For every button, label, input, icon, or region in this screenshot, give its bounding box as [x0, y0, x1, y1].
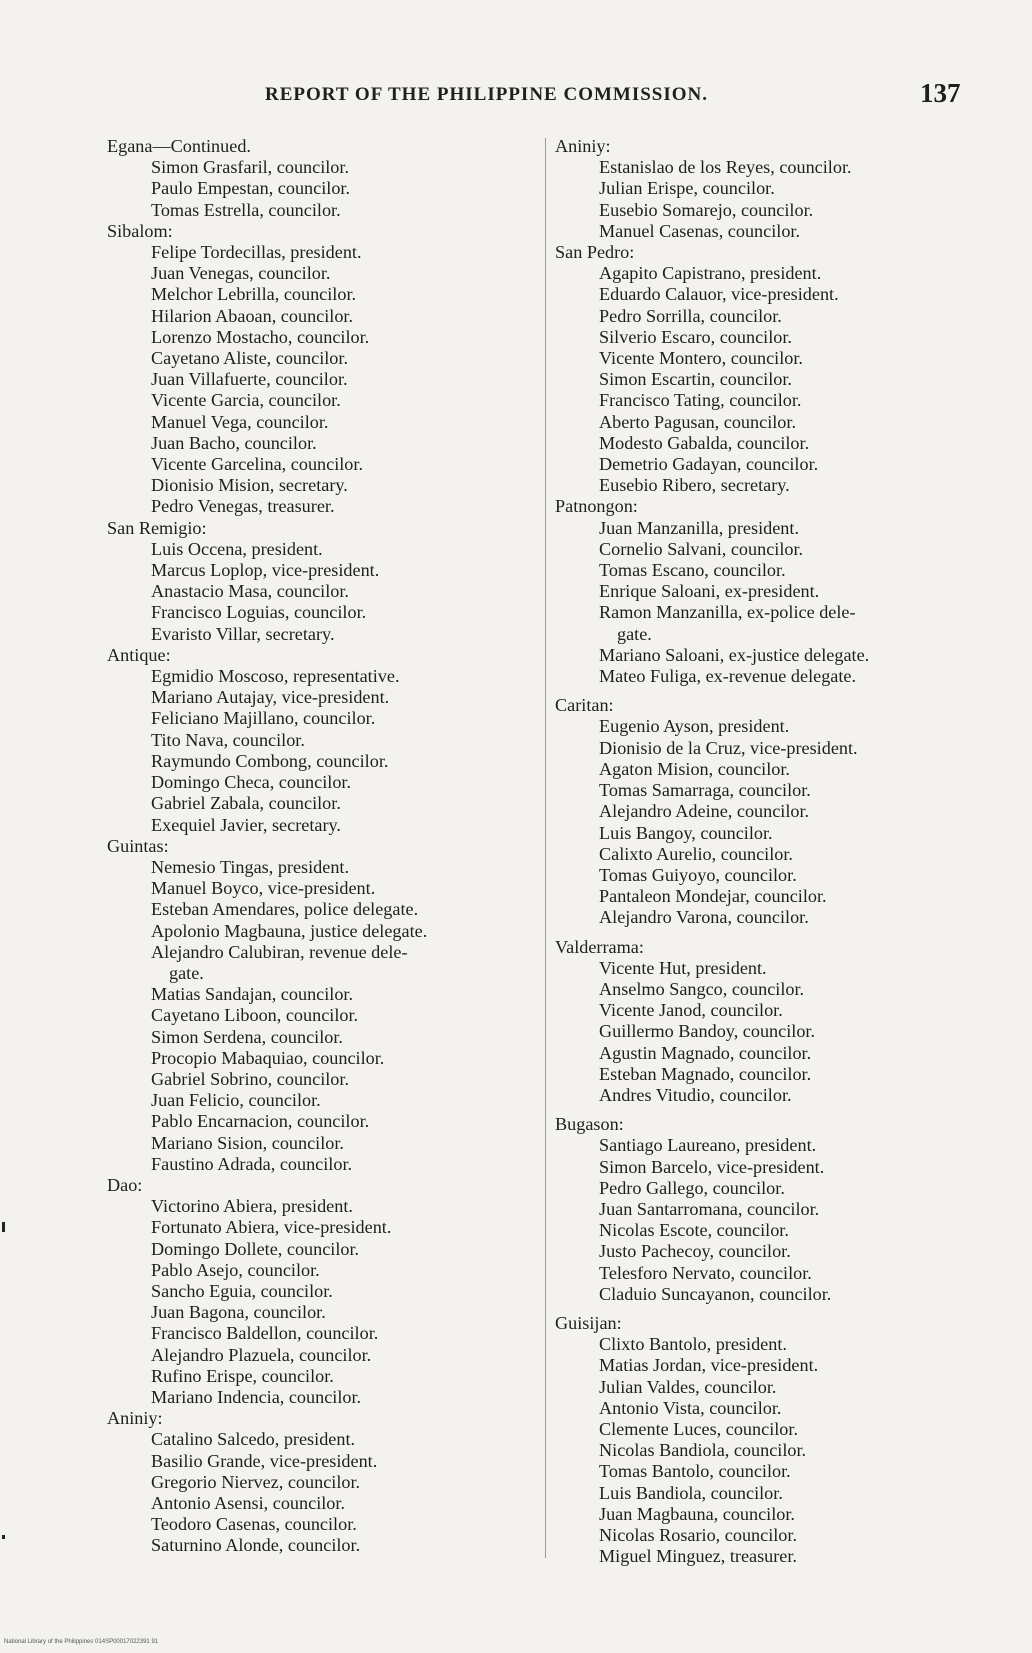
official-entry: Manuel Boyco, vice-president.: [151, 878, 376, 899]
official-entry: Estanislao de los Reyes, councilor.: [599, 157, 852, 178]
official-entry: Andres Vitudio, councilor.: [599, 1084, 792, 1105]
town-heading: Egana—Continued.: [107, 136, 251, 156]
official-entry: Julian Erispe, councilor.: [599, 178, 775, 199]
town-heading: Caritan:: [555, 695, 614, 716]
official-entry: Domingo Checa, councilor.: [151, 772, 352, 793]
official-entry: Faustino Adrada, councilor.: [151, 1153, 353, 1174]
town-group: [555, 242, 985, 496]
town-heading: Valderrama:: [555, 936, 644, 957]
official-entry: Nicolas Rosario, councilor.: [599, 1525, 798, 1545]
official-entry: Procopio Mabaquiao, councilor.: [151, 1047, 385, 1068]
town-heading: Antique:: [107, 644, 171, 665]
official-entry: Felipe Tordecillas, president.: [151, 242, 362, 263]
official-entry: Juan Villafuerte, councilor.: [151, 369, 348, 390]
official-entry: Tomas Samarraga, councilor.: [599, 780, 811, 801]
official-entry: Alejandro Plazuela, councilor.: [151, 1344, 372, 1365]
official-entry: Mateo Fuliga, ex-revenue delegate.: [599, 666, 857, 687]
official-entry: Gabriel Sobrino, councilor.: [151, 1068, 350, 1089]
town-group: [555, 695, 985, 928]
official-entry: Eusebio Somarejo, councilor.: [599, 199, 814, 220]
official-entry: Alejandro Calubiran, revenue dele- gate.: [151, 941, 408, 983]
official-entry: Melchor Lebrilla, councilor.: [151, 284, 357, 305]
official-entry: Agapito Capistrano, president.: [599, 263, 822, 284]
official-entry: Anastacio Masa, councilor.: [151, 581, 349, 602]
town-heading: Guintas:: [107, 835, 169, 856]
town-group: [555, 136, 985, 242]
official-entry: Juan Manzanilla, president.: [599, 517, 800, 538]
official-entry: Domingo Dollete, councilor.: [151, 1238, 360, 1259]
official-entry: Evaristo Villar, secretary.: [151, 623, 335, 644]
town-heading: Sibalom:: [107, 220, 173, 241]
official-entry: Simon Barcelo, vice-president.: [599, 1156, 825, 1177]
official-entry: Matias Jordan, vice-president.: [599, 1355, 819, 1376]
official-entry: Simon Escartin, councilor.: [599, 369, 792, 390]
official-entry: Paulo Empestan, councilor.: [151, 178, 351, 199]
official-entry: Modesto Gabalda, councilor.: [599, 432, 810, 453]
official-entry: Esteban Magnado, councilor.: [599, 1063, 812, 1084]
town-group: [555, 937, 985, 1107]
scan-edge-mark: [2, 1535, 5, 1539]
official-entry: Pedro Sorrilla, councilor.: [599, 305, 782, 326]
official-entry: Justo Pachecoy, councilor.: [599, 1241, 791, 1262]
official-entry: Mariano Autajay, vice-president.: [151, 687, 390, 708]
official-entry: Gregorio Niervez, councilor.: [151, 1471, 361, 1492]
official-entry: Agustin Magnado, councilor.: [599, 1042, 812, 1063]
official-entry: Anselmo Sangco, councilor.: [599, 978, 805, 999]
official-entry: Apolonio Magbauna, justice delegate.: [151, 920, 428, 941]
official-entry: Santiago Laureano, president.: [599, 1135, 817, 1156]
official-entry: Manuel Vega, councilor.: [151, 411, 329, 432]
official-entry: Tomas Bantolo, councilor.: [599, 1461, 791, 1482]
official-entry: Fortunato Abiera, vice-president.: [151, 1217, 392, 1238]
official-entry: Cayetano Aliste, councilor.: [151, 348, 348, 369]
official-entry: Basilio Grande, vice-president.: [151, 1450, 378, 1471]
official-entry: Francisco Baldellon, councilor.: [151, 1323, 379, 1344]
official-entry: Alejandro Varona, councilor.: [599, 907, 809, 928]
official-entry: Tito Nava, councilor.: [151, 729, 305, 750]
official-entry: Juan Santarromana, councilor.: [599, 1198, 820, 1219]
official-entry: Antonio Vista, councilor.: [599, 1397, 782, 1418]
official-entry: Dionisio de la Cruz, vice-president.: [599, 737, 858, 758]
town-group: [107, 136, 537, 221]
official-entry: Aberto Pagusan, councilor.: [599, 411, 796, 432]
official-entry: Sancho Eguia, councilor.: [151, 1280, 333, 1301]
official-entry: Luis Bangoy, councilor.: [599, 822, 773, 843]
official-entry: Manuel Casenas, councilor.: [599, 220, 801, 241]
town-group: [555, 1313, 985, 1567]
official-entry: Pedro Venegas, treasurer.: [151, 496, 335, 517]
official-entry: Tomas Escano, councilor.: [599, 560, 786, 581]
town-heading: San Remigio:: [107, 517, 207, 538]
town-group: [555, 1114, 985, 1305]
official-entry: Pablo Asejo, councilor.: [151, 1259, 320, 1280]
official-entry: Catalino Salcedo, president.: [151, 1429, 356, 1450]
official-entry: Feliciano Majillano, councilor.: [151, 708, 376, 729]
official-entry: Vicente Garcelina, councilor.: [151, 454, 364, 475]
official-entry: Enrique Saloani, ex-president.: [599, 581, 820, 602]
official-entry: Claduio Suncayanon, councilor.: [599, 1283, 832, 1304]
official-entry: Vicente Hut, president.: [599, 957, 767, 978]
town-group: [107, 1408, 537, 1556]
official-entry: Simon Grasfaril, councilor.: [151, 157, 350, 178]
official-entry: Tomas Estrella, councilor.: [151, 199, 341, 220]
official-entry: Tomas Guiyoyo, councilor.: [599, 864, 797, 885]
official-entry: Francisco Loguias, councilor.: [151, 602, 367, 623]
column-divider: [545, 138, 546, 1558]
official-entry: Pantaleon Mondejar, councilor.: [599, 886, 827, 907]
town-group: [107, 836, 537, 1175]
official-entry: Pedro Gallego, councilor.: [599, 1177, 785, 1198]
official-entry: Nemesio Tingas, president.: [151, 856, 350, 877]
official-entry: Dionisio Mision, secretary.: [151, 475, 348, 496]
official-entry: Cornelio Salvani, councilor.: [599, 538, 804, 559]
official-entry: Mariano Sision, councilor.: [151, 1132, 344, 1153]
running-head: REPORT OF THE PHILIPPINE COMMISSION.: [265, 84, 709, 105]
official-entry: Clemente Luces, councilor.: [599, 1418, 798, 1439]
official-entry: Alejandro Adeine, councilor.: [599, 801, 810, 822]
official-entry: Nicolas Escote, councilor.: [599, 1220, 789, 1241]
official-entry: Juan Bagona, councilor.: [151, 1302, 326, 1323]
official-entry: Demetrio Gadayan, councilor.: [599, 454, 819, 475]
town-group: [107, 645, 537, 836]
official-entry: Eugenio Ayson, president.: [599, 716, 790, 737]
scan-footer: National Library of the Philippines 014SP00017022391 91: [4, 1639, 159, 1645]
official-entry: Clixto Bantolo, president.: [599, 1334, 787, 1355]
town-heading: Bugason:: [555, 1114, 624, 1135]
official-entry: Vicente Janod, councilor.: [599, 1000, 783, 1021]
official-entry: Marcus Loplop, vice-president.: [151, 560, 380, 581]
scan-edge-mark: [2, 1222, 5, 1232]
official-entry: Saturnino Alonde, councilor.: [151, 1535, 361, 1556]
official-entry: Victorino Abiera, president.: [151, 1196, 353, 1217]
official-entry: Juan Bacho, councilor.: [151, 432, 317, 453]
official-entry: Vicente Garcia, councilor.: [151, 390, 341, 411]
official-entry: Egmidio Moscoso, representative.: [151, 666, 400, 687]
official-entry: Cayetano Liboon, councilor.: [151, 1005, 359, 1026]
official-entry: Hilarion Abaoan, councilor.: [151, 305, 354, 326]
official-entry: Juan Magbauna, councilor.: [599, 1503, 795, 1524]
official-entry: Ramon Manzanilla, ex-police dele- gate.: [599, 602, 856, 644]
official-entry: Vicente Montero, councilor.: [599, 348, 803, 369]
town-group: [107, 221, 537, 518]
official-entry: Luis Bandiola, councilor.: [599, 1482, 783, 1503]
official-entry: Teodoro Casenas, councilor.: [151, 1514, 357, 1535]
official-entry: Juan Venegas, councilor.: [151, 263, 331, 284]
official-entry: Raymundo Combong, councilor.: [151, 750, 389, 771]
page-number: 137: [920, 78, 961, 108]
town-heading: Aniniy:: [555, 136, 611, 156]
town-group: [107, 518, 537, 645]
official-entry: Calixto Aurelio, councilor.: [599, 843, 793, 864]
official-entry: Miguel Minguez, treasurer.: [599, 1546, 797, 1567]
official-entry: Eusebio Ribero, secretary.: [599, 475, 790, 496]
official-entry: Eduardo Calauor, vice-president.: [599, 284, 839, 305]
official-entry: Silverio Escaro, councilor.: [599, 326, 792, 347]
town-heading: Guisijan:: [555, 1312, 622, 1333]
official-entry: Juan Felicio, councilor.: [151, 1090, 321, 1111]
official-entry: Mariano Indencia, councilor.: [151, 1386, 362, 1407]
official-entry: Francisco Tating, councilor.: [599, 390, 802, 411]
official-entry: Simon Serdena, councilor.: [151, 1026, 343, 1047]
official-entry: Esteban Amendares, police delegate.: [151, 899, 419, 920]
official-entry: Luis Occena, president.: [151, 538, 323, 559]
town-heading: Patnongon:: [555, 496, 638, 517]
official-entry: Pablo Encarnacion, councilor.: [151, 1111, 370, 1132]
official-entry: Mariano Saloani, ex-justice delegate.: [599, 644, 870, 665]
town-heading: San Pedro:: [555, 242, 635, 263]
official-entry: Agaton Mision, councilor.: [599, 758, 790, 779]
official-entry: Antonio Asensi, councilor.: [151, 1493, 345, 1513]
official-entry: Lorenzo Mostacho, councilor.: [151, 326, 370, 347]
right-column: [555, 136, 985, 1567]
town-heading: Dao:: [107, 1174, 143, 1195]
town-group: [555, 496, 985, 687]
official-entry: Rufino Erispe, councilor.: [151, 1365, 334, 1386]
left-column: [107, 136, 537, 1557]
official-entry: Nicolas Bandiola, councilor.: [599, 1440, 807, 1461]
official-entry: Exequiel Javier, secretary.: [151, 814, 341, 835]
town-heading: Aniniy:: [107, 1408, 163, 1429]
official-entry: Gabriel Zabala, councilor.: [151, 793, 341, 814]
official-entry: Julian Valdes, councilor.: [599, 1376, 777, 1397]
official-entry: Telesforo Nervato, councilor.: [599, 1262, 812, 1283]
official-entry: Matias Sandajan, councilor.: [151, 984, 354, 1005]
official-entry: Guillermo Bandoy, councilor.: [599, 1021, 816, 1042]
town-group: [107, 1175, 537, 1408]
